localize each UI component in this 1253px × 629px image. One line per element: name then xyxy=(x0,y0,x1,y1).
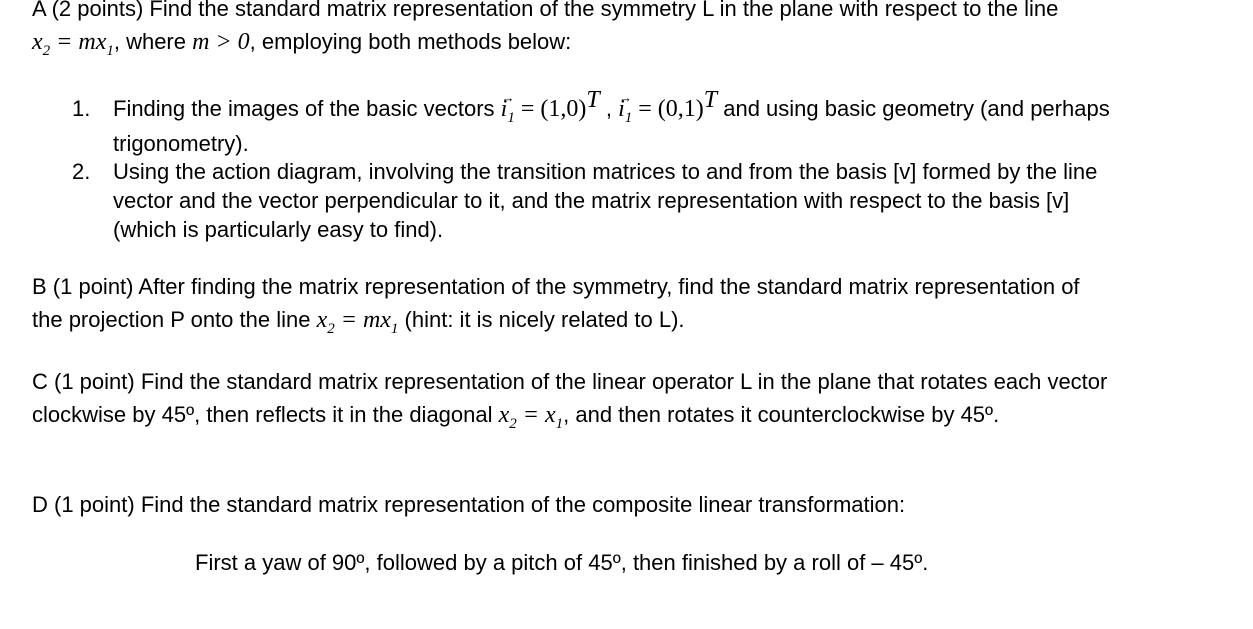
section-b-line1: B (1 point) After finding the matrix representation of the symmetry, find the standard matrix representation of xyxy=(32,274,1080,299)
equation-line: $x_2 = mx_1$ xyxy=(316,307,399,337)
section-d-line2: First a yaw of 90º, followed by a pitch of 45º, then finished by a roll of – 45º. xyxy=(195,550,929,575)
section-c-line2: clockwise by 45º, then reflects it in the diagonal $x_2 = x_1$, and then rotates it counterclockwise by 45º. xyxy=(32,402,1000,432)
list-item-1-line1: Finding the images of the basic vectors → $i_1 = (1,0)^T$ , → $i_1 = (0,1)^T$ and using basic geometry (and perhaps xyxy=(113,94,1110,124)
section-b-line2: the projection P onto the line $x_2 = mx_1$ (hint: it is nicely related to L). xyxy=(32,307,685,337)
list-item-2-line1: Using the action diagram, involving the transition matrices to and from the basis [v] formed by the line xyxy=(113,159,1098,184)
equation-diagonal: $x_2 = x_1$ xyxy=(498,402,564,432)
equation-line: $x_2 = mx_1$ xyxy=(32,29,114,59)
list-item-number: 1. xyxy=(72,96,91,121)
list-item-1-line2: trigonometry). xyxy=(113,131,249,156)
list-item-2-line3: (which is particularly easy to find). xyxy=(113,217,444,242)
list-item-number: 2. xyxy=(72,159,91,184)
section-d-line1: D (1 point) Find the standard matrix representation of the composite linear transformation: xyxy=(32,492,906,517)
section-c-line1: C (1 point) Find the standard matrix representation of the linear operator L in the plane that rotates each vector xyxy=(32,369,1108,394)
list-item-2-line2: vector and the vector perpendicular to it, and the matrix representation with respect to the basis [v] xyxy=(113,188,1070,213)
condition-m: m > 0 xyxy=(192,29,250,55)
section-a-line2: $x_2 = mx_1$, where m > 0, employing both methods below: xyxy=(32,29,572,59)
section-a-line1: A (2 points) Find the standard matrix representation of the symmetry L in the plane with respect to the line xyxy=(32,0,1059,21)
